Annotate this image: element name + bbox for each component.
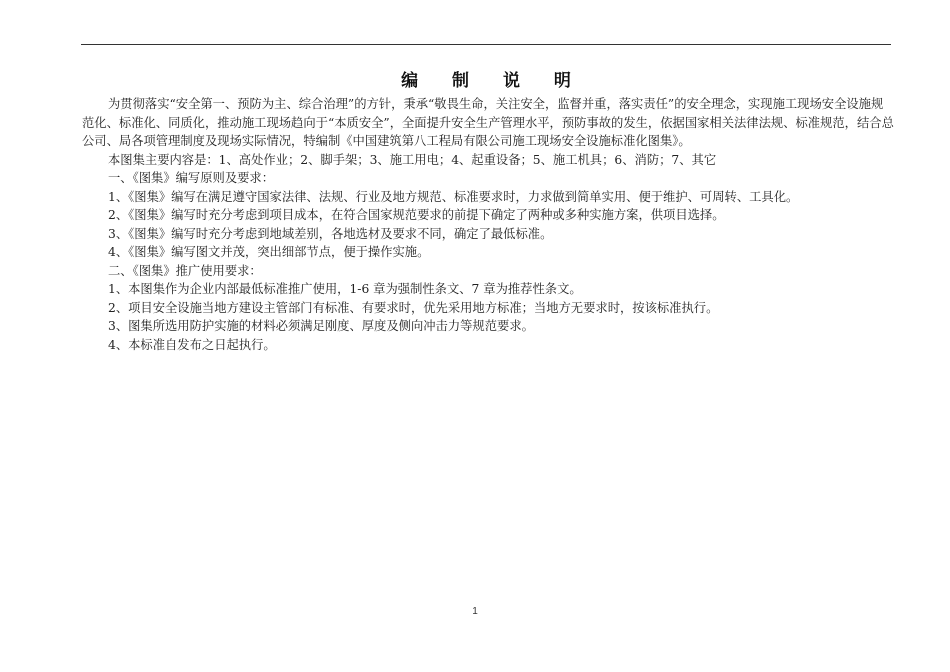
document-body [82, 95, 894, 354]
page-number: 1 [472, 606, 478, 617]
section2-item: 1、本图集作为企业内部最低标准推广使用，1-6 章为强制性条文、7 章为推荐性条文。 [108, 282, 582, 296]
section1-heading: 一、《图集》编写原则及要求： [108, 171, 275, 185]
section1-item: 2、《图集》编写时充分考虑到项目成本，在符合国家规范要求的前提下确定了两种或多种实施方案，供项目选择。 [108, 208, 725, 222]
section1-item: 4、《图集》编写图文并茂，突出细部节点，便于操作实施。 [108, 245, 430, 259]
section1-item: 3、《图集》编写时充分考虑到地域差别，各地选材及要求不同，确定了最低标准。 [108, 226, 553, 241]
header-rule [81, 44, 891, 45]
section2-item: 2、项目安全设施当地方建设主管部门有标准、有要求时，优先采用地方标准；当地方无要求时，按该标准执行。 [108, 300, 719, 315]
section2-item: 3、图集所选用防护实施的材料必须满足刚度、厚度及侧向冲击力等规范要求。 [108, 319, 534, 333]
section1-item: 1、《图集》编写在满足遵守国家法律、法规、行业及地方规范、标准要求时，力求做到简单实用、便于维护、可周转、工具化。 [108, 189, 799, 204]
intro-paragraph: 为贯彻落实“安全第一、预防为主、综合治理”的方针，秉承“敬畏生命，关注安全，监督并重，落实责任”的安全理念，实现施工现场安全设施规范化、标准化、同质化，推动施工现场趋向于“本质安全”，全面提升安全生产管理水平，预防事故的发生，依据国家相关法律法规、标准规范，结合总公司、局各项管理制度及现场实际情况，特编制《中国建筑第八工程局有限公司施工现场安全设施标准化图集》。 [82, 97, 894, 148]
document-title: 编 制 说 明 [401, 71, 585, 91]
section2-item: 4、本标准自发布之日起执行。 [108, 337, 276, 352]
section2-heading: 二、《图集》推广使用要求： [108, 263, 262, 278]
contents-line: 本图集主要内容是：1、高处作业；2、脚手架；3、施工用电；4、起重设备；5、施工机具；6、消防；7、其它 [108, 152, 717, 167]
